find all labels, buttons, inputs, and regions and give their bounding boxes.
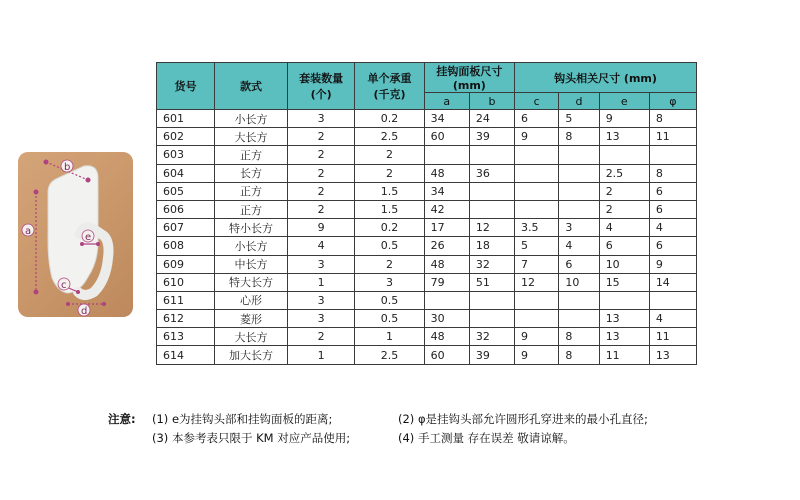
cell-d: 8 — [559, 346, 599, 364]
cell-qty: 3 — [287, 255, 354, 273]
cell-style: 小长方 — [214, 237, 287, 255]
cell-style: 大长方 — [214, 328, 287, 346]
cell-qty: 2 — [287, 200, 354, 218]
cell-style: 大长方 — [214, 128, 287, 146]
note-2: (2) φ是挂钩头部允许圆形孔穿进来的最小孔直径; — [398, 412, 648, 426]
cell-b — [469, 146, 514, 164]
cell-c — [515, 291, 559, 309]
cell-e: 11 — [599, 346, 649, 364]
table-row — [157, 182, 697, 200]
cell-c: 9 — [515, 328, 559, 346]
cell-no: 606 — [157, 200, 215, 218]
cell-load: 2 — [355, 164, 424, 182]
cell-style: 正方 — [214, 146, 287, 164]
cell-phi: 11 — [649, 128, 696, 146]
header-c: c — [515, 93, 559, 110]
header-e: e — [599, 93, 649, 110]
cell-load: 0.2 — [355, 219, 424, 237]
cell-no: 610 — [157, 273, 215, 291]
table-row — [157, 110, 697, 128]
cell-style: 正方 — [214, 182, 287, 200]
cell-a: 26 — [424, 237, 469, 255]
cell-b: 24 — [469, 110, 514, 128]
cell-c — [515, 200, 559, 218]
cell-e: 15 — [599, 273, 649, 291]
table-row — [157, 273, 697, 291]
cell-phi — [649, 291, 696, 309]
cell-load: 3 — [355, 273, 424, 291]
cell-phi: 14 — [649, 273, 696, 291]
cell-d — [559, 146, 599, 164]
cell-phi: 9 — [649, 255, 696, 273]
cell-qty: 2 — [287, 128, 354, 146]
cell-b — [469, 182, 514, 200]
cell-no: 609 — [157, 255, 215, 273]
cell-a: 60 — [424, 346, 469, 364]
cell-c: 7 — [515, 255, 559, 273]
cell-qty: 9 — [287, 219, 354, 237]
cell-load: 0.5 — [355, 237, 424, 255]
cell-phi: 6 — [649, 200, 696, 218]
cell-a: 42 — [424, 200, 469, 218]
cell-qty: 3 — [287, 110, 354, 128]
cell-c: 12 — [515, 273, 559, 291]
cell-d: 8 — [559, 328, 599, 346]
cell-c: 3.5 — [515, 219, 559, 237]
header-d: d — [559, 93, 599, 110]
cell-no: 602 — [157, 128, 215, 146]
table-row — [157, 328, 697, 346]
cell-qty: 2 — [287, 182, 354, 200]
table-row — [157, 128, 697, 146]
cell-qty: 2 — [287, 328, 354, 346]
cell-load: 1 — [355, 328, 424, 346]
cell-no: 604 — [157, 164, 215, 182]
cell-e: 4 — [599, 219, 649, 237]
cell-e: 2 — [599, 200, 649, 218]
cell-qty: 1 — [287, 273, 354, 291]
table-row — [157, 219, 697, 237]
header-hook-dims: 钩头相关尺寸 (mm) — [515, 63, 697, 93]
cell-d: 10 — [559, 273, 599, 291]
cell-style: 加大长方 — [214, 346, 287, 364]
header-b: b — [469, 93, 514, 110]
cell-a: 30 — [424, 310, 469, 328]
cell-e: 2.5 — [599, 164, 649, 182]
cell-b — [469, 310, 514, 328]
cell-style: 长方 — [214, 164, 287, 182]
cell-c — [515, 182, 559, 200]
cell-d — [559, 310, 599, 328]
cell-d: 6 — [559, 255, 599, 273]
cell-style: 特大长方 — [214, 273, 287, 291]
table-row — [157, 291, 697, 309]
note-3: (3) 本参考表只限于 KM 对应产品使用; — [152, 431, 351, 445]
cell-b — [469, 291, 514, 309]
cell-style: 小长方 — [214, 110, 287, 128]
cell-b: 32 — [469, 328, 514, 346]
cell-load: 2 — [355, 255, 424, 273]
cell-load: 1.5 — [355, 200, 424, 218]
cell-b: 39 — [469, 346, 514, 364]
cell-e: 10 — [599, 255, 649, 273]
cell-a: 48 — [424, 164, 469, 182]
cell-d — [559, 291, 599, 309]
header-item-no: 货号 — [157, 63, 215, 110]
notes — [108, 410, 648, 448]
cell-phi — [649, 146, 696, 164]
notes-lead: 注意: — [108, 412, 136, 426]
cell-c: 6 — [515, 110, 559, 128]
cell-qty: 2 — [287, 146, 354, 164]
cell-no: 601 — [157, 110, 215, 128]
cell-no: 605 — [157, 182, 215, 200]
cell-b: 18 — [469, 237, 514, 255]
header-set-qty: 套装数量 (个) — [287, 63, 354, 110]
cell-qty: 4 — [287, 237, 354, 255]
cell-b: 36 — [469, 164, 514, 182]
dimension-c-label: c — [61, 280, 67, 291]
table-row — [157, 255, 697, 273]
cell-load: 1.5 — [355, 182, 424, 200]
cell-e: 13 — [599, 328, 649, 346]
cell-b — [469, 200, 514, 218]
cell-a — [424, 146, 469, 164]
table-row — [157, 200, 697, 218]
cell-style: 心形 — [214, 291, 287, 309]
hook-illustration — [18, 152, 133, 317]
cell-b: 32 — [469, 255, 514, 273]
table-row — [157, 310, 697, 328]
cell-e — [599, 291, 649, 309]
cell-qty: 1 — [287, 346, 354, 364]
cell-load: 2 — [355, 146, 424, 164]
cell-no: 603 — [157, 146, 215, 164]
cell-c: 9 — [515, 346, 559, 364]
cell-phi: 8 — [649, 164, 696, 182]
cell-c — [515, 310, 559, 328]
cell-phi: 11 — [649, 328, 696, 346]
spec-table — [156, 62, 697, 365]
cell-b: 39 — [469, 128, 514, 146]
cell-no: 611 — [157, 291, 215, 309]
cell-a: 34 — [424, 182, 469, 200]
cell-style: 菱形 — [214, 310, 287, 328]
cell-e: 6 — [599, 237, 649, 255]
cell-a — [424, 291, 469, 309]
cell-d — [559, 182, 599, 200]
cell-load: 2.5 — [355, 128, 424, 146]
cell-a: 17 — [424, 219, 469, 237]
table-row — [157, 164, 697, 182]
cell-c — [515, 164, 559, 182]
cell-a: 34 — [424, 110, 469, 128]
cell-e: 2 — [599, 182, 649, 200]
table-row — [157, 237, 697, 255]
cell-b: 12 — [469, 219, 514, 237]
cell-no: 607 — [157, 219, 215, 237]
cell-a: 60 — [424, 128, 469, 146]
cell-a: 48 — [424, 255, 469, 273]
cell-style: 正方 — [214, 200, 287, 218]
cell-e — [599, 146, 649, 164]
cell-c — [515, 146, 559, 164]
note-1: (1) e为挂钩头部和挂钩面板的距离; — [152, 412, 333, 426]
cell-d: 3 — [559, 219, 599, 237]
header-panel-dims: 挂钩面板尺寸 (mm) — [424, 63, 514, 93]
dimension-e-label: e — [85, 232, 92, 243]
cell-no: 613 — [157, 328, 215, 346]
cell-d: 8 — [559, 128, 599, 146]
cell-b: 51 — [469, 273, 514, 291]
header-phi: φ — [649, 93, 696, 110]
cell-qty: 3 — [287, 291, 354, 309]
dimension-d-label: d — [81, 306, 88, 317]
spec-table-body — [157, 110, 697, 365]
cell-load: 2.5 — [355, 346, 424, 364]
table-row — [157, 346, 697, 364]
cell-e: 13 — [599, 128, 649, 146]
dimension-a-label: a — [25, 226, 32, 237]
cell-d — [559, 164, 599, 182]
cell-qty: 2 — [287, 164, 354, 182]
cell-load: 0.2 — [355, 110, 424, 128]
cell-d: 4 — [559, 237, 599, 255]
cell-phi: 4 — [649, 219, 696, 237]
cell-d: 5 — [559, 110, 599, 128]
cell-e: 13 — [599, 310, 649, 328]
cell-no: 612 — [157, 310, 215, 328]
product-photo — [18, 152, 133, 317]
table-row — [157, 146, 697, 164]
cell-phi: 6 — [649, 182, 696, 200]
cell-c: 5 — [515, 237, 559, 255]
cell-c: 9 — [515, 128, 559, 146]
cell-d — [559, 200, 599, 218]
cell-style: 特小长方 — [214, 219, 287, 237]
dimension-b-label: b — [64, 162, 71, 173]
note-4: (4) 手工测量 存在误差 敬请谅解。 — [398, 431, 575, 445]
cell-qty: 3 — [287, 310, 354, 328]
cell-a: 79 — [424, 273, 469, 291]
cell-load: 0.5 — [355, 310, 424, 328]
cell-phi: 4 — [649, 310, 696, 328]
header-style: 款式 — [214, 63, 287, 110]
cell-no: 614 — [157, 346, 215, 364]
header-a: a — [424, 93, 469, 110]
cell-phi: 8 — [649, 110, 696, 128]
cell-load: 0.5 — [355, 291, 424, 309]
cell-phi: 13 — [649, 346, 696, 364]
cell-phi: 6 — [649, 237, 696, 255]
header-load: 单个承重 (千克) — [355, 63, 424, 110]
cell-a: 48 — [424, 328, 469, 346]
cell-no: 608 — [157, 237, 215, 255]
cell-e: 9 — [599, 110, 649, 128]
cell-style: 中长方 — [214, 255, 287, 273]
